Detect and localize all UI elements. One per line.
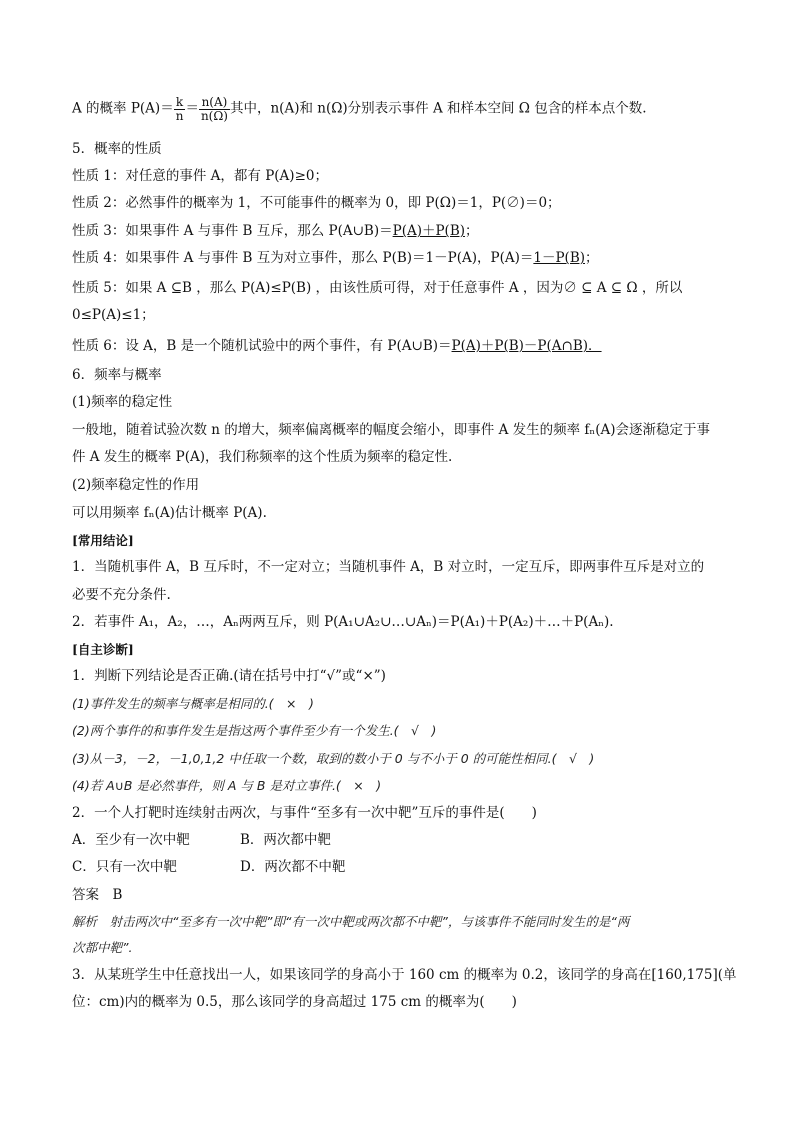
property-2: 性质 2：必然事件的概率为 1，不可能事件的概率为 0，即 P(Ω)＝1，P(∅)＝0； (72, 195, 561, 211)
fraction-nA-over-nOmega: $\frac{n(A)}{n(\Omega)}$ (200, 95, 228, 123)
property-4: 性质 4：如果事件 A 与事件 B 互为对立事件，那么 P(B)＝1－P(A)，P(A)＝1－P(B)； (72, 250, 599, 266)
answer: 答案 B (72, 887, 123, 903)
probability-formula-line: A 的概率 P(A)＝ $\frac{k}{n}$ ＝ $\frac{n(A)}{n(\Omega)}$ 其中，n(A)和 n(Ω)分别表示事件 A 和样本空间 Ω 包含的样本点个数. (72, 95, 647, 123)
explanation-line-1: 解析 射击两次中“至多有一次中靶”即“有一次中靶或两次都不中靶”，与该事件不能同时发生的是“两 (72, 914, 630, 929)
property-6: 性质 6：设 A，B 是一个随机试验中的两个事件，有 P(A∪B)＝P(A)＋P(B)－P(A∩B)． (72, 338, 602, 354)
question-1: 1．判断下列结论是否正确.(请在括号中打“√”或“×”) (72, 668, 386, 684)
option-a: A．至少有一次中靶 (72, 832, 190, 848)
option-b: B．两次都中靶 (240, 832, 331, 848)
section-6-title: 6．频率与概率 (72, 367, 162, 383)
property-1: 性质 1：对任意的事件 A，都有 P(A)≥0； (72, 168, 328, 184)
formula-explanation: 其中，n(A)和 n(Ω)分别表示事件 A 和样本空间 Ω 包含的样本点个数. (229, 100, 647, 117)
question-2-options-row-2 (72, 858, 408, 878)
frequency-stability-line-1: 一般地，随着试验次数 n 的增大，频率偏离概率的幅度会缩小，即事件 A 发生的频率 fₙ(A)会逐渐稳定于事 (72, 422, 711, 438)
explanation-line-2: 次都中靶”. (72, 940, 133, 955)
self-diagnosis-tag: [自主诊断] (72, 642, 134, 657)
question-2: 2．一个人打靶时连续射击两次，与事件“至多有一次中靶”互斥的事件是( ) (72, 805, 537, 821)
formula-prefix: A 的概率 P(A)＝ (72, 100, 174, 117)
conclusion-1-line-1: 1．当随机事件 A，B 互斥时，不一定对立；当随机事件 A，B 对立时，一定互斥，即两事件互斥是对立的 (72, 559, 705, 575)
question-3-line-1: 3．从某班学生中任意找出一人，如果该同学的身高小于 160 cm 的概率为 0.2，该同学的身高在[160,175](单 (72, 967, 737, 983)
property-5-line-2: 0≤P(A)≤1； (72, 307, 155, 323)
question-1-item-4: (4)若 A∪B 是必然事件，则 A 与 B 是对立事件.( × ) (72, 778, 382, 793)
question-3-line-2: 位：cm)内的概率为 0.5，那么该同学的身高超过 175 cm 的概率为( ) (72, 994, 517, 1010)
section-5-title: 5．概率的性质 (72, 141, 162, 157)
frequency-usage: 可以用频率 fₙ(A)估计概率 P(A). (72, 505, 267, 521)
question-2-options-row-1 (72, 831, 408, 851)
conclusion-2: 2．若事件 A₁，A₂，…，Aₙ两两互斥，则 P(A₁∪A₂∪…∪Aₙ)＝P(A₁)＋P(A₂)＋…＋P(Aₙ). (72, 614, 614, 630)
property-5-line-1: 性质 5：如果 A ⊆B ，那么 P(A)≤P(B) ，由该性质可得，对于任意事件 A ，因为∅ ⊆ A ⊆ Ω ，所以 (72, 280, 683, 296)
common-conclusions-tag: [常用结论] (72, 533, 134, 548)
question-1-item-1: (1)事件发生的频率与概率是相同的.( × ) (72, 696, 314, 711)
section-6-sub-1: (1)频率的稳定性 (72, 394, 173, 410)
option-c: C．只有一次中靶 (72, 859, 177, 875)
conclusion-1-line-2: 必要不充分条件. (72, 587, 171, 603)
section-6-sub-2: (2)频率稳定性的作用 (72, 477, 200, 493)
property-3: 性质 3：如果事件 A 与事件 B 互斥，那么 P(A∪B)＝P(A)＋P(B)； (72, 223, 479, 239)
question-1-item-3: (3)从－3，－2，－1,0,1,2 中任取一个数，取到的数小于 0 与不小于 0 的可能性相同.( √ ) (72, 751, 595, 766)
frequency-stability-line-2: 件 A 发生的概率 P(A)，我们称频率的这个性质为频率的稳定性. (72, 449, 453, 465)
fraction-k-over-n: $\frac{k}{n}$ (175, 95, 184, 123)
question-1-item-2: (2)两个事件的和事件发生是指这两个事件至少有一个发生.( √ ) (72, 723, 437, 738)
option-d: D．两次都不中靶 (240, 859, 346, 875)
